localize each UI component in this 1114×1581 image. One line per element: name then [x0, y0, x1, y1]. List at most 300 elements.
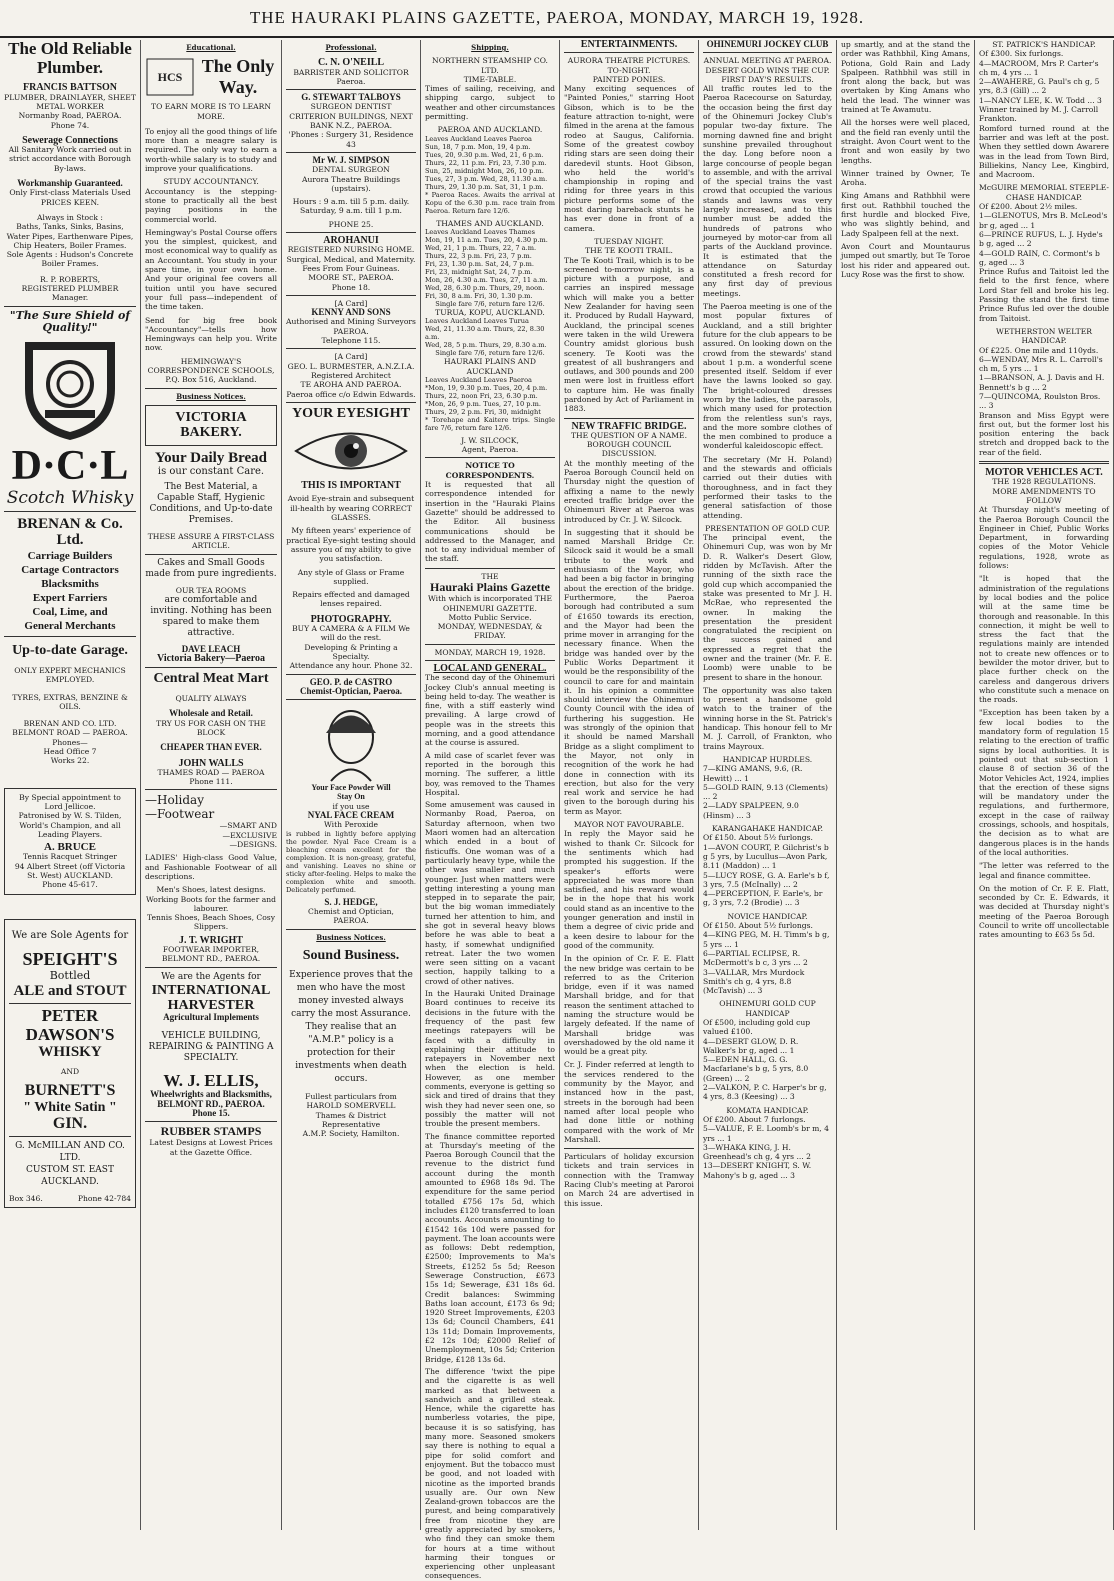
race-result: 4—GOLD RAIN, C. Cormont's b g, aged ... 3	[979, 248, 1100, 267]
ad-text: Always in Stock :	[37, 212, 103, 222]
ad-text: All Sanitary Work carried out in strict accordance with Borough By-laws.	[8, 145, 132, 173]
newspaper-title: THE HAURAKI PLAINS GAZETTE, PAEROA, MONDAY, MARCH 19, 1928.	[249, 8, 865, 27]
ad-text: Fullest particulars from	[305, 1092, 397, 1102]
ad-text: Registered Architect	[311, 370, 391, 380]
race-result: Of £150. About 5½ furlongs.	[703, 833, 813, 843]
column-5	[560, 40, 699, 1530]
column-4	[421, 40, 560, 1581]
race-heading: HANDICAP HURDLES.	[722, 754, 813, 764]
section-heading: Educational.	[186, 43, 236, 52]
ad-subhead: Wholesale and Retail.	[169, 708, 253, 719]
ad-subhead: THIS IS IMPORTANT	[301, 480, 401, 492]
advertiser-name: FRANCIS BATTSON	[23, 82, 117, 94]
race-result: 1—NANCY LEE, K. W. Todd ... 3	[979, 95, 1102, 105]
race-result: 4—MACROOM, Mrs P. Carter's ch m, 4 yrs ... 1	[979, 58, 1099, 77]
ad-box	[145, 405, 277, 446]
news-paragraph: up smartly, and at the stand the order was Rathbhil, King Amans, Potiona, Gold Rain and Lady Spalpeen. Rathbhil was still in front along the back, but was overtaken by King Amans who held the lead. The winner was trained at Te Awamutu.	[841, 40, 970, 115]
ad-paragraph: * Torehape and Kaitere trips. Single fare 7/6, return fare 12/6.	[425, 415, 555, 432]
ad-line: Cartage Contractors	[21, 563, 119, 576]
ad-subhead: STUDY ACCOUNTANCY.	[163, 177, 259, 187]
ad-text: Any style of Glass or Frame supplied.	[297, 567, 405, 586]
ad-text: By Special appointment to Lord Jellicoe.	[19, 792, 121, 811]
ad-subhead: Wheelwrights and Blacksmiths,	[150, 1089, 272, 1100]
ad-text: Tennis Shoes, Beach Shoes, Cosy Slippers.	[147, 913, 275, 932]
ad-headline: Central Meat Mart	[153, 670, 269, 686]
ad-text: Paeroa office c/o Edwin Edwards.	[286, 389, 416, 399]
race-heading: ST. PATRICK'S HANDICAP.	[992, 40, 1096, 49]
race-result: Winner trained by M. J. Carroll Frankton.	[979, 105, 1099, 124]
news-paragraph: In suggesting that it should be named Marshall Bridge Cr. Silcock said it would be a small tribute to the work and enthusiasm of the Mayor, who had been a big factor in bringing about the erection of the bridge. Furthermore, the Paeroa borough had contributed a sum of £1650 towards its erection, and the Mayor had been the prime mover in arranging for the necessary finance. When the bridge was handed over by the Public Works Department it would be the responsibility of the council to care for and maintain it. In his opinion a committee should interview the Ohinemuri County Council with the idea of furthering his suggestion. He was strongly of the opinion that it should be named Marshall Bridge as a slight compliment to the Mayor, not only in recognition of the work he had done in connection with its erection, but also for the very real work and service he had given to the borough during his term as Mayor.	[564, 527, 694, 816]
article-headline: MOTOR VEHICLES ACT.	[985, 467, 1103, 479]
advertiser-name: Victoria Bakery—Paeroa	[156, 653, 266, 665]
column-8	[975, 40, 1114, 1530]
timetable-line: Sun, 18, 7 p.m. Mon, 19, 4 p.m.	[425, 142, 531, 151]
timetable-line: Thurs, 29, 1.30 p.m. Sat, 31, 1 p.m.	[425, 182, 544, 191]
brand-name: SPEIGHT'S	[22, 948, 118, 969]
ad-text: BRENAN AND CO. LTD.	[23, 719, 117, 729]
advertiser-name: KENNY AND SONS	[311, 307, 391, 318]
ad-subhead: CHEAPER THAN EVER.	[160, 742, 262, 753]
dcl-logo: D·C·L	[11, 442, 129, 489]
ad-subhead: Workmanship Guaranteed.	[17, 178, 123, 189]
ad-text: Baths, Tanks, Sinks, Basins, Water Pipes, Earthenware Pipes, Chip Heaters, Boiler Frames.	[6, 222, 134, 250]
ad-text: —EXCLUSIVE	[222, 830, 277, 840]
timetable-line: Fri, 23, 1.30 p.m. Sat, 24, 7 p.m.	[425, 259, 534, 268]
ad-text: We are the Agents for	[161, 971, 261, 982]
ad-line: Blacksmiths	[41, 577, 99, 590]
advertiser-name: S. J. HEDGE,	[324, 896, 378, 907]
ad-paragraph: To enjoy all the good things of life more than a meagre salary is required. The only way to earn a worth-while salary is to study and improve your qualifications.	[145, 126, 277, 174]
column-2	[141, 40, 282, 1530]
ad-headline: Plumber.	[37, 57, 103, 77]
dcl-subtitle: Scotch Whisky	[6, 487, 134, 508]
advertiser-name: DAVE LEACH	[181, 644, 241, 655]
ad-text: Manager.	[51, 293, 89, 303]
ad-text: Chemist and Optician,	[308, 906, 394, 916]
news-paragraph: Avon Court and Mountaurus jumped out smartly, but Te Toroe lost his rider and appeared out. Lucy Rose was the first to show.	[841, 241, 970, 279]
news-paragraph: Cr. J. Finder referred at length to the services rendered to the community by the Mayor, and instanced how in the past, streets in the borough had been named after local people who had done little or nothing compared with the work of Mr Marshall.	[564, 1060, 694, 1144]
news-paragraph: The opportunity was also taken to present a handsome gold watch to the trainer of the winning horse in the St. Patrick's handicap. This honour fell to Mr M. J. Carroll, of Frankton, who trains Mayroux.	[703, 685, 832, 751]
column-7	[837, 40, 975, 1530]
advertiser-name: VICTORIA BAKERY.	[175, 409, 247, 441]
ad-text: Head Office 7	[43, 747, 97, 757]
article-subhead: TO-NIGHT.	[607, 65, 651, 75]
ad-text: Phone 42-784	[77, 1193, 131, 1203]
ad-text: MOORE ST., PAEROA.	[308, 273, 394, 283]
ad-text: J. W. SILCOCK,	[461, 435, 519, 445]
ad-text: Box 346.	[9, 1193, 43, 1203]
advertiser-name: W. J. ELLIS,	[163, 1070, 259, 1090]
ad-line: Carriage Builders	[27, 549, 113, 562]
race-result: 3—WHAKA KING, J. H. Greenhead's ch g, 4 yrs ... 2	[703, 1142, 811, 1162]
ad-text: —DESIGNS.	[229, 840, 277, 850]
timetable-line: Fri, 30, 8 a.m. Fri, 30, 1.30 p.m.	[425, 291, 533, 300]
section-heading: Shipping.	[471, 43, 509, 52]
race-heading: WETHERSTON WELTER HANDICAP.	[996, 326, 1092, 346]
race-heading: McGUIRE MEMORIAL STEEPLE-CHASE HANDICAP.	[979, 183, 1109, 202]
brand-name: HARVESTER	[167, 997, 255, 1013]
ad-text: CRITERION BUILDINGS, NEXT BANK N.Z., PAEROA.	[289, 111, 413, 131]
race-result: 4—PERCEPTION, F. Earle's, br g, 3 yrs, 7.2 (Brodie) ... 3	[703, 889, 823, 908]
race-heading: KOMATA HANDICAP.	[726, 1105, 809, 1115]
ad-subhead: Sewerage Connections	[22, 134, 118, 146]
race-result: 3—VALLAR, Mrs Murdock Smith's ch g, 4 yrs, 8.8 (McTavish) ... 3	[703, 967, 805, 996]
eye-icon	[286, 421, 416, 481]
svg-text:HCS: HCS	[157, 70, 183, 85]
ad-subhead: Phone 15.	[192, 1107, 230, 1118]
news-paragraph: King Amans and Rathbhil were first out. Rathbhil touched the first hurdle and blocked Five, who was slightly behind, and Lady Spalpeen fell at the next.	[841, 191, 970, 238]
ad-text: Patronised by W. S. Tilden, World's Champion, and all Leading Players.	[18, 811, 122, 839]
timetable-line: Wed, 28, 5 p.m. Thurs, 29, 8.30 a.m.	[425, 341, 547, 350]
woman-portrait-icon	[286, 703, 416, 783]
ad-text: LTD.	[59, 1152, 81, 1163]
ad-box	[4, 788, 136, 895]
ad-text: Working Boots for the farmer and labourer.	[145, 894, 277, 913]
ad-text: BARRISTER AND SOLICITOR	[293, 67, 409, 77]
race-result: 7—QUINCOMA, Roulston Bros. ... 3	[979, 391, 1101, 411]
ad-paragraph: Hemingway's Postal Course offers you the simplest, quickest, and most economical way to qualify as an Accountant. You study in your spare time, in your own home. And your original fee covers all tuition until you have secured your full pass—independent of the time taken.	[145, 227, 278, 312]
ad-text: P.Q. Box 516, Auckland.	[165, 375, 257, 385]
race-result: 2—VALKON, P. C. Harper's br g, 4 yrs, 8.3 (Keesing) ... 3	[703, 1083, 827, 1102]
article-subhead: THE QUESTION OF A NAME.	[570, 430, 688, 440]
issue-date: MONDAY, MARCH 19, 1928.	[434, 647, 546, 657]
race-result: Of £200. About 2½ miles.	[979, 202, 1078, 212]
section-heading: Business Notices.	[316, 932, 386, 942]
timetable-line: Wed, 21, 1 p.m. Thurs, 22, 7 a.m.	[425, 243, 537, 252]
route-heading: PAEROA AND AUCKLAND.	[437, 125, 543, 135]
ad-text: VEHICLE BUILDING, REPAIRING & PAINTING A SPECIALTY.	[148, 1030, 274, 1063]
advertiser-name: G. STEWART TALBOYS	[301, 92, 401, 103]
notice-heading: NOTICE TO CORRESPONDENTS.	[445, 461, 535, 480]
race-result: 13—DESERT KNIGHT, S. W. Mahony's b g, aged ... 3	[703, 1161, 812, 1180]
race-result: Of £500, including gold cup valued £100.	[703, 1017, 811, 1037]
ad-text: MONDAY, WEDNESDAY, & FRIDAY.	[437, 622, 543, 641]
ad-text: Aurora Theatre Buildings (upstairs).	[302, 174, 400, 193]
ad-text: QUALITY ALWAYS	[175, 694, 247, 704]
article-subhead: AURORA THEATRE PICTURES.	[567, 56, 691, 66]
news-paragraph: The secretary (Mr H. Poland) and the stewards and officials carried out their duties with thoroughness, and in fact they performed their tasks to the general satisfaction of those attending.	[703, 454, 832, 520]
column-1	[0, 40, 141, 1530]
race-result: 7—KING AMANS, 9.6, (R. Hewitt) ... 1	[703, 764, 803, 783]
shield-icon	[4, 334, 136, 444]
article-subhead: ANNUAL MEETING AT PAEROA.	[703, 56, 832, 66]
timetable-line: Fri, 23, midnight Sat, 24, 7 p.m.	[425, 267, 533, 276]
paper-nameplate: Hauraki Plains Gazette	[430, 580, 550, 595]
ad-text: TIME-TABLE.	[463, 74, 517, 84]
ad-text: Latest Designs at Lowest Prices at the Gazette Office.	[149, 1138, 273, 1157]
ad-text: PHONE 25.	[328, 219, 374, 229]
ad-text: Works 22.	[50, 756, 90, 766]
advertiser-name: Mr W. J. SIMPSON	[312, 154, 390, 165]
ad-paragraph: Times of sailing, receiving, and shipping cargo, subject to weather and other circumstances permitting.	[425, 84, 555, 122]
news-paragraph: Many exciting sequences of "Painted Ponies," starring Hoot Gibson, which is to be the feature attraction to-night, were filmed in the arena at the famous rodeo at Saugus, California. Some of the greatest cowboy riding stars are seen doing their daredevil stunts. Hoot Gibson, who held the world's championship in roping and riding for three years in this picture performs some of the most daring bareback stunts he has ever done in front of a camera.	[564, 84, 694, 233]
ad-text: Surgical, Medical, and Maternity. Fees From Four Guineas.	[286, 254, 416, 273]
ad-text: BELMONT RD., PAEROA.	[161, 954, 261, 964]
race-result: 5—LUCY ROSE, G. A. Earle's b f, 3 yrs, 7.5 (McInally) ... 2	[703, 870, 830, 889]
article-subhead: MORE AMENDMENTS TO FOLLOW	[992, 486, 1096, 505]
timetable-line: Thurs, 22, 11 p.m. Fri, 23, 7.30 p.m.	[425, 158, 547, 167]
race-result: 1—GLENOTUS, Mrs B. McLeod's br g, aged ... 1	[979, 211, 1108, 230]
race-result: Of £200. About 7 furlongs.	[703, 1114, 806, 1124]
race-result: 2—AWAHERE, G. Paul's ch g, 5 yrs, 8.3 (Gill) ... 2	[979, 77, 1100, 96]
ad-text: Phone 45-617.	[42, 880, 98, 890]
ad-text: With which is incorporated THE OHINEMURI GAZETTE.	[428, 594, 552, 613]
ad-text: A.M.P. Society, Hamilton.	[302, 1129, 400, 1139]
ad-text: Hours : 9 a.m. till 5 p.m. daily. Saturday, 9 a.m. till 1 p.m.	[292, 197, 410, 216]
brand-name: DAWSON'S	[25, 1024, 115, 1044]
brand-name: PETER	[41, 1005, 99, 1025]
race-heading: OHINEMURI GOLD CUP HANDICAP	[719, 999, 816, 1018]
brand-name: NYAL FACE CREAM	[307, 810, 395, 821]
ad-text: Developing & Printing a Specialty.	[304, 642, 398, 661]
ad-text: AND	[60, 1066, 80, 1076]
timetable-line: Sun, 25, midnight Mon, 26, 10 p.m.	[425, 166, 544, 175]
ad-text: is our constant Care.	[157, 466, 265, 478]
news-paragraph: Prince Rufus and Taitoist led the field to the first fence, where Lord Star fell and broke his leg. Passing the stand the first time Prince Rufus led over the double from Taitoist.	[979, 267, 1109, 323]
ad-text: ONLY EXPERT MECHANICS EMPLOYED.	[14, 666, 126, 685]
timetable-line: Thurs, 29, 2 p.m. Fri, 30, midnight	[425, 407, 541, 416]
ad-text: Repairs effected and damaged lenses repaired.	[292, 590, 410, 609]
ad-paragraph: LADIES' High-class Good Value, and Fashionable Footwear of all descriptions.	[145, 853, 277, 881]
news-paragraph: Branson and Miss Egypt were first out, but the former lost his position entering the back stretch and dropped back to the rear of the field.	[979, 410, 1109, 457]
timetable-line: Mon, 19, 11 a.m. Tues, 20, 4.30 p.m.	[425, 235, 548, 244]
ad-text: SURGEON DENTIST	[310, 102, 392, 112]
ad-text: THAMES ROAD — PAEROA	[157, 767, 265, 777]
ad-headline: Your Daily Bread	[155, 449, 267, 466]
brand-name: " White Satin "	[23, 1099, 117, 1115]
ad-text: Tennis Racquet Stringer	[22, 852, 118, 862]
news-paragraph: In the Hauraki United Drainage Board continues to receive its decisions in the future with the frequency of the past few meetings ratepayers will be faced with a difficulty in explaining their attitude to ratepayers in November next when the election is held. However, as one member comments, everyone is getting so sick and tired of drains that they wish they had never seen one, so possibly the matter will not trouble the present members.	[425, 989, 555, 1129]
news-paragraph: The principal event, the Ohinemuri Cup, was won by Mr D. R. Walker's Desert Glow, ridden by McTavish. After the running of the sixth race the gold cup which accompanied the stake was presented to Mr J. H. McRae, who represented the owner. In making the presentation the president congratulated the recipient on the success gained and expressed a regret that the owner and the trainer (Mr. F. E. Loomb) were unable to be present to share in the honour.	[703, 533, 832, 682]
news-paragraph: "It is hoped that the administration of the regulations by local bodies and the police will at the same time be thorough and reasonable. In this connection, it might be well to stress the fact that the regulations mainly are intended not to create new offences or to bewilder the motor driver, but to place further check on the careless and dangerous drivers who constitute such a menace on the roads.	[979, 574, 1109, 705]
masthead	[0, 0, 1114, 38]
ad-headline: Sound Business.	[302, 947, 400, 963]
ad-subhead: PHOTOGRAPHY.	[310, 613, 392, 625]
race-result: 1—AVON COURT, P. Gilchrist's b g 5 yrs, by Lucullus—Avon Park, 8.11 (Maddon) ... 1	[703, 842, 829, 871]
ad-text: THE	[481, 571, 499, 581]
ad-text: My fifteen years' experience of practical Eye-sight testing should assure you of my ability to give you satisfaction.	[286, 526, 416, 564]
brand-name: INTERNATIONAL	[151, 982, 271, 998]
brand-name: GIN.	[52, 1115, 88, 1133]
ad-text: Thames & District Representative	[315, 1110, 387, 1130]
article-subhead: DESERT GOLD WINS THE CUP.	[705, 65, 830, 75]
brand-name: BURNETT'S	[24, 1082, 116, 1100]
ad-text: if you use	[332, 801, 370, 811]
ad-text: PLUMBER, DRAINLAYER, SHEET METAL WORKER	[4, 92, 136, 111]
article-subhead: FIRST DAY'S RESULTS.	[721, 74, 814, 84]
ad-text: Single fare 7/6, return fare 12/6.	[435, 299, 545, 308]
article-headline: NEW TRAFFIC BRIDGE.	[571, 420, 687, 432]
news-paragraph: All traffic routes led to the Paeroa Racecourse on Saturday, the occasion being the first day of the Ohinemuri Jockey Club's popular two-day fixture. The morning dawned fine and bright sunshine prevailed throughout the day. Long before noon a large concourse of people began to assemble, and with the arrival of the special trains the vast crowd that occupied the various stands and lawns was very largely increased, and to this number must be added the hundreds of patrons who journeyed by motor-car from all parts of the Auckland province. It is estimated that the attendance on Saturday constituted a fresh record for any first day of previous meetings.	[703, 84, 832, 298]
race-result: 5—VALUE, F. E. Loomb's br m, 4 yrs ... 1	[703, 1124, 829, 1143]
ad-subhead: BELMONT RD., PAEROA.	[157, 1098, 265, 1109]
ad-text: Only First-class Materials Used PRICES KEEN.	[9, 188, 131, 207]
timetable-line: *Mon, 26, 9 p.m. Tues, 27, 10 p.m.	[425, 399, 541, 408]
ad-text: AUCKLAND.	[41, 1176, 99, 1187]
news-paragraph: A mild case of scarlet fever was reported in the borough this morning. The sufferer, a little boy, was removed to the Thames Hospital.	[425, 750, 555, 797]
timetable-line: Tues, 27, 3 p.m. Wed, 28, 11.30 a.m.	[425, 174, 548, 183]
advertiser-name: J. T. WRIGHT	[179, 934, 243, 946]
column-6	[699, 40, 837, 1530]
ad-text: Attendance any hour. Phone 32.	[289, 661, 413, 671]
news-paragraph: The finance committee reported at Thursday's meeting of the Paeroa Borough Council that the revenue to the district fund account during the month amounted to £968 18s 9d. The expenditure for the same period totalled £756 17s 5d, which includes £120 transferred to loan accounts. Accounts amounting to £1542 16s 10d were passed for payment. The loan accounts were as follows: Debt redemption, £2500; Improvements to Ma's Streets, £1252 5s 5d; Reeson Sewerage Construction, £673 15s 1d; Sewerage, £31 18s 6d. Credit balances: Swimming Baths loan account, £173 6s 9d; 1920 Street Improvements, £203 13s 6d; Council Chambers, £41 13s 11d; Domain Improvements, £2 12s 10d; £2000 Relief of Unemployment, 10s 5d; Criterion Bridge, £128 13s 6d.	[425, 1131, 555, 1364]
news-paragraph: On the motion of Cr. F. E. Flatt, seconded by Cr. E. Edwards, it was decided at Thursday night's meeting of the Paeroa Borough Council to write off uncollectable rates amounting to £63 5s 5d.	[979, 883, 1109, 940]
advertiser-name: C. N. O'NEILL	[317, 57, 385, 69]
ad-text: CORRESPONDENCE SCHOOLS,	[147, 366, 275, 376]
ad-text: Agent, Paeroa.	[461, 445, 519, 455]
ad-slogan: "The Sure Shield of Quality!"	[9, 308, 131, 334]
ad-text: Avoid Eye-strain and subsequent ill-health by wearing CORRECT GLASSES.	[287, 494, 415, 523]
ad-text: TRY US FOR CASH ON THE BLOCK	[156, 718, 266, 737]
ad-text: R. P. ROBERTS,	[39, 274, 100, 284]
ad-text: CUSTOM ST. EAST	[26, 1164, 114, 1175]
ad-text: [A Card]	[334, 298, 368, 308]
ad-text: TO EARN MORE IS TO LEARN MORE.	[151, 102, 271, 121]
ad-text: The Best Material, a Capable Staff, Hygienic Conditions, and Up-to-date Premises.	[149, 482, 273, 526]
ad-headline: Up-to-date Garage.	[12, 642, 128, 658]
ad-text: G. McMILLAN AND CO.	[15, 1140, 125, 1151]
ad-text: 94 Albert Street (off Victoria St. West) AUCKLAND.	[14, 861, 126, 881]
route-heading: HAURAKI PLAINS AND AUCKLAND	[444, 357, 536, 376]
news-paragraph: Particulars of holiday excursion tickets and train services in connection with the Tramway Racing Club's meeting at Paroroi on March 24 are advertised in this issue.	[564, 1152, 694, 1208]
advertiser-name: GEO. P. de CASTRO	[309, 676, 393, 687]
section-heading: Business Notices.	[176, 391, 246, 401]
ad-text: Single fare 7/6, return fare 12/6.	[435, 349, 545, 358]
timetable-line: *Mon, 19, 9.30 p.m. Tues, 20, 4 p.m.	[425, 383, 548, 392]
notice-text: It is requested that all correspondence intended for insertion in the "Hauraki Plains Gazette" should be addressed to the Editor. All business communications should be addressed to the Manager, and not to any individual member of the staff.	[425, 480, 555, 564]
race-result: 5—EDEN HALL, G. G. Macfarlane's b g, 5 yrs, 8.0 (Green) ... 2	[703, 1055, 809, 1083]
ad-text: PAEROA.	[333, 916, 369, 926]
advertiser-name: JOHN WALLS	[178, 757, 244, 769]
race-heading: NOVICE HANDICAP.	[727, 911, 808, 921]
news-paragraph: Some amusement was caused in Normanby Road, Paeroa, on Saturday afternoon, when two Maori women had an altercation which ended in a bout of fisticuffs. One woman was of a particularly heavy type, while the other was smaller and much younger. Just when matters were getting interesting a young man stepped in to separate the pair, but the big woman immediately turned her attention to him, and she got in several heavy blows before he was able to beat a hasty, if somewhat undignified retreat. Later the two women were seen sitting on a vacant section, happily talking to a crowd of other natives.	[425, 800, 555, 986]
ad-subhead: Agricultural Implements	[163, 1012, 259, 1023]
ad-text: are comfortable and inviting. Nothing has been spared to make them attractive.	[150, 595, 272, 639]
ad-text: —SMART AND	[219, 821, 277, 831]
race-result: 6—PRINCE RUFUS, L. J. Hyde's b g, aged ... 2	[979, 229, 1103, 249]
ad-text: Phone 18.	[331, 282, 371, 292]
ad-text: Phone 74.	[50, 120, 90, 130]
ad-text: Motto Public Service.	[448, 612, 532, 622]
news-paragraph: In the opinion of Cr. F. E. Flatt the new bridge was certain to be referred to as the Criterion bridge, even if it was named Marshall bridge, and for that reason the sentiment attached to naming the structure would be largely defeated. If the name of Marshall bridge was overshadowed by the old name it would be a great pity.	[564, 954, 694, 1057]
ad-text: HAROLD SOMERVELL	[306, 1101, 396, 1111]
section-heading: Professional.	[325, 43, 377, 52]
timetable-line: Leaves Auckland Leaves Turua	[425, 317, 529, 326]
article-subhead: MAYOR NOT FAVOURABLE.	[573, 820, 685, 830]
ad-text: We are Sole Agents for	[11, 929, 129, 941]
ad-text: Sole Agents : Hudson's Concrete Boiler Frames.	[6, 250, 134, 269]
column-3	[282, 40, 421, 1530]
ad-text: Telephone 115.	[321, 336, 381, 346]
ad-text: Normanby Road, PAEROA.	[18, 111, 122, 121]
race-result: 2—LADY SPALPEEN, 9.0 (Hinsm) ... 3	[703, 801, 799, 820]
timetable-line: Leaves Auckland Leaves Paeroa	[425, 375, 532, 384]
timetable-line: Wed, 21, 11.30 a.m. Thurs, 22, 8.30 a.m.	[425, 325, 545, 342]
article-subhead: THE TE KOOTI TRAIL.	[585, 246, 673, 256]
ad-text: TE AROHA AND PAEROA.	[300, 380, 402, 390]
route-heading: TURUA, KOPU, AUCKLAND.	[435, 307, 545, 317]
ad-text: BUY A CAMERA & A FILM We will do the rest.	[292, 624, 410, 643]
advertiser-name: AROHANUI	[323, 235, 379, 247]
race-result: 4—DESERT GLOW, D. R. Walker's br g, aged ... 1	[703, 1036, 799, 1055]
ad-text: DENTAL SURGEON	[312, 165, 390, 175]
race-result: 1—BRANSON, A. J. Davis and H. Bennett's b g ... 2	[979, 373, 1105, 392]
news-paragraph: The difference 'twixt the pipe and the cigarette is as well marked as that between a sandwich and a grilled steak. Hence, while the cigarette has numberless votaries, the pipe, because it is so satisfying, has many more. Seasoned smokers say there is nothing to equal a pipe for solid comfort and enjoyment. But the tobacco must be good, and not loaded with nicotine as the imported brands usually are. Our own New Zealand-grown tobaccos are the purest, and being comparatively free from nicotine they are greatly appreciated by smokers, who find they can smoke them for hours at a time without harming their tongues or experiencing other unpleasant consequences.	[425, 1366, 555, 1581]
timetable-line: Leaves Auckland Leaves Thames	[425, 227, 536, 236]
ad-line: General Merchants	[24, 619, 116, 632]
ad-paragraph: is rubbed in lightly before applying the powder. Nyal Face Cream is a bleaching cream excellent for the complexion. It is non-greasy, grateful, and vanishing. Leaves no shine or sticky after-feeling. Helps to make the complexion white and smooth. Delicately perfumed.	[286, 829, 416, 894]
ad-text: Paeroa.	[336, 76, 366, 86]
advertiser-name: Chemist-Optician, Paeroa.	[299, 685, 403, 696]
ad-text: GEO. L. BURMESTER, A.N.Z.I.A.	[287, 361, 415, 371]
ad-text: 'Phones : Surgery 31, Residence 43	[288, 130, 414, 149]
ad-headline: YOUR EYESIGHT	[292, 405, 410, 421]
news-paragraph: "Exception has been taken by a few local bodies to the mandatory form of regulation 15 relating to the erection of traffic signs by local authorities. It is pointed out that sub-section 1 clause 8 of section 36 of the Motor Vehicles Act, 1924, implies that the erection of these signs will be mandatory under the regulations, and furthermore, except in the case of railway crossings, schools, and hospitals, the decision as to what are dangerous places is in the hands of the local authorities.	[979, 708, 1109, 857]
news-paragraph: Winner trained by Owner, Te Aroha.	[841, 168, 970, 188]
article-subhead: THE 1928 REGULATIONS.	[992, 477, 1096, 487]
brand-name: WHISKY	[38, 1044, 102, 1061]
timetable-line: Wed, 28, 6.30 p.m. Thurs, 29, noon.	[425, 283, 545, 292]
timetable-line: Thurs, 22, 3 p.m. Fri, 23, 7 p.m.	[425, 251, 532, 260]
section-heading: ENTERTAINMENTS.	[580, 39, 678, 50]
timetable-line: Mon, 26, 4.30 a.m. Tues, 27, 11 a.m.	[425, 275, 548, 284]
ad-headline: —Footwear	[145, 807, 215, 822]
news-paragraph: The Te Kooti Trail, which is to be screened to-morrow night, is a picture with a purpose, and carries an inspired message which will make you a better New Zealander for having seen it. Produced by Rudall Hayward, Auckland, the principal scenes were taken in the wild Urewera Country amidst glorious bush scenery. Te Kooti was the greatest of all bushrangers and outlaws, and 300 pounds and 200 men were lost in fruitless effort to capture him. He was finally pardoned by Act of Parliament in 1883.	[564, 255, 694, 414]
news-paragraph: The Paeroa meeting is one of the most popular fixtures of Auckland, and a still brighter future for the club appears to be assured. On looking down on the crowd from the stewards' stand about 1 p.m. a wonderful scene presented itself. Seldom if ever have the lawns looked so gay. The bright-coloured dresses worn by the ladies, the parasols, which many used for protection from the relentless sun's rays, and the more sombre clothes of the men combined to produce a wonderful kaleidoscopic effect.	[703, 302, 832, 451]
ad-text: Phone 111.	[189, 777, 233, 787]
timetable-line: Leaves Auckland Leaves Paeroa	[425, 134, 532, 143]
ad-headline: —Holiday	[145, 793, 204, 808]
ad-paragraph: Accountancy is the stepping-stone to practically all the best paying positions in the commercial world.	[145, 186, 277, 224]
article-subhead: PRESENTATION OF GOLD CUP.	[705, 523, 830, 533]
ad-text: BELMONT ROAD — PAEROA.	[12, 728, 128, 738]
ad-text: Phones—	[52, 737, 88, 747]
ad-paragraph: Send for big free book "Accountancy"—tells how Hemingways can help you. Write now.	[145, 315, 277, 353]
hcs-logo-icon	[145, 57, 195, 97]
ad-text: REGISTERED PLUMBER	[21, 284, 119, 294]
article-subhead: BOROUGH COUNCIL DISCUSSION.	[586, 440, 672, 459]
race-result: Of £150. About 5½ furlongs.	[703, 921, 813, 931]
ad-text: Experience proves that the men who have the most money invested always carry the most Assurance. They realise that an "A.M.P." policy is a protection for their investments when death occurs.	[289, 970, 413, 1085]
ad-line: Coal, Lime, and	[32, 605, 108, 618]
brand-name: ALE and STOUT	[13, 983, 127, 1000]
ad-line: Expert Farriers	[32, 591, 108, 604]
timetable-line: Tues, 20, 9.30 p.m. Wed, 21, 6 p.m.	[425, 150, 544, 159]
ad-box	[4, 919, 136, 1208]
race-result: 5—GOLD RAIN, 9.13 (Clements) ... 2	[703, 782, 828, 802]
ad-headline: The Old Reliable	[8, 39, 132, 58]
news-paragraph: All the horses were well placed, and the field ran evenly until the straight. Avon Court went to the front and won easily by two lengths.	[841, 118, 970, 165]
news-paragraph: In reply the Mayor said he wished to thank Cr. Silcock for the sentiments which had prompted his suggestion. If the speaker's efforts were appreciated he was more than satisfied, and his reward would be in the hope that his work could stand as an incentive to the younger generation and instil in them a degree of civic pride and a keen desire to labour for the good of the community.	[564, 829, 694, 950]
news-paragraph: "The letter was referred to the legal and finance committee.	[979, 861, 1109, 880]
ad-text: Cakes and Small Goods made from pure ingredients.	[145, 557, 277, 579]
ad-text: NORTHERN STEAMSHIP CO. LTD.	[432, 56, 548, 75]
race-result: Of £300. Six furlongs.	[979, 49, 1064, 59]
race-result: 4—KING PEG, M. H. Timm's b g, 5 yrs ... 1	[703, 930, 830, 949]
ad-text: HEMINGWAY'S	[180, 356, 242, 366]
news-paragraph: At the monthly meeting of the Paeroa Borough Council held on Thursday night the question of affixing a name to the newly erected traffic bridge over the Ohinemuri River at Paeroa was introduced by Cr. J. W. Silcock.	[564, 458, 694, 524]
ad-text: Stay On	[337, 792, 365, 802]
ad-headline: RUBBER STAMPS	[160, 1124, 262, 1139]
race-result: Of £225. One mile and 110yds.	[979, 345, 1099, 355]
section-heading: LOCAL AND GENERAL.	[433, 662, 547, 674]
ad-text: Your Face Powder Will	[311, 783, 391, 793]
ad-text: Authorised and Mining Surveyors PAEROA.	[286, 317, 416, 336]
race-result: 6—WENDAY, Mrs R. L. Carroll's ch m, 5 yrs ... 1	[979, 354, 1103, 374]
advertiser-name: BRENAN & Co. Ltd.	[17, 515, 123, 549]
ad-paragraph: * Paeroa Races. Awaits the arrival at Kopu of the 6.30 p.m. race train from Paeroa. Return fare 12/6.	[425, 190, 555, 215]
ad-text: THESE ASSURE A FIRST-CLASS ARTICLE.	[147, 532, 275, 551]
